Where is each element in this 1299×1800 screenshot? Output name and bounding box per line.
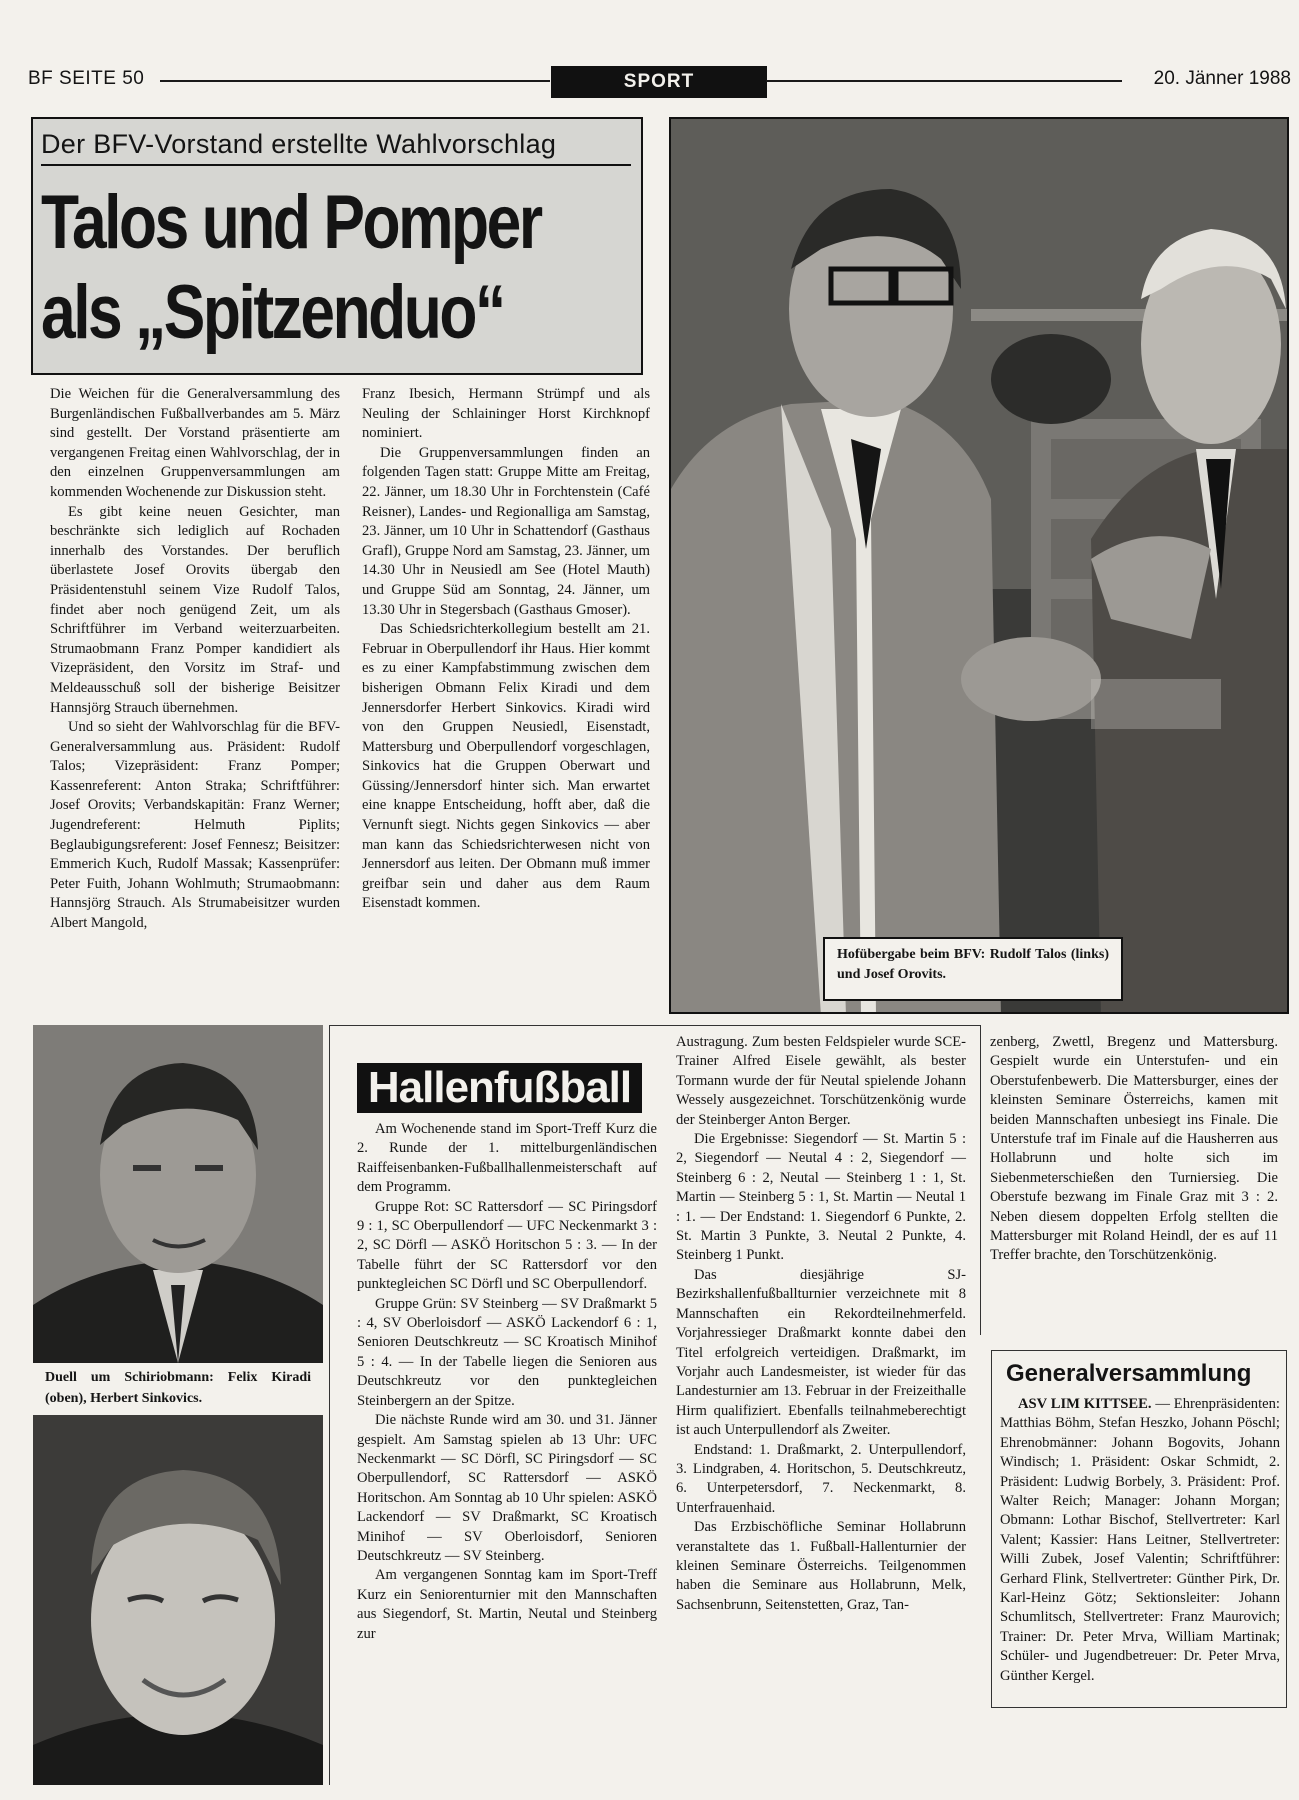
hallenfussball-headline: Hallenfußball (357, 1063, 642, 1113)
kicker: Der BFV-Vorstand erstellte Wahlvorschlag (41, 129, 557, 159)
section-label: SPORT (551, 66, 767, 98)
issue-date: 20. Jänner 1988 (1153, 68, 1291, 89)
portrait-kiradi (33, 1025, 323, 1363)
handshake-photo (669, 117, 1289, 1014)
headline-line2: als „Spitzenduo“ (41, 270, 504, 355)
section-divider (330, 1025, 980, 1026)
portraits-caption: Duell um Schiriobmann: Felix Kiradi (oben), Herbert Sinkovics. (33, 1363, 323, 1415)
paragraph: Das diesjährige SJ-Bezirkshallenfußballturnier verzeichnete mit 8 Mannschaften ein Rekordteilnehmerfeld. Vorjahressieger Draßmarkt konnte dabei den Titel erfolgreich verteidigen. Draßmarkt, im Vorjahr auch Landesmeister, ist wieder für das Landesturnier am 13. Februar in der Freizeithalle Hirm qualifiziert. Ebenfalls teilnahmeberechtigt ist auch Unterpullendorf als Zweiter. (676, 1266, 966, 1439)
paragraph: Die Ergebnisse: Siegendorf — St. Martin 5 : 2, Siegendorf — Neutal 4 : 2, Siegendorf — Steinberg 6 : 2, Neutal — Steinberg 1 : 1, St. Martin — Steinberg 5 : 1, St. Martin — Neutal 1 : 1. — Der Endstand: 1. Siegendorf 6 Punkte, 2. St. Martin 3 Punkte, 3. Neutal 2 Punkte, 4. Steinberg 1 Punkt. (676, 1131, 966, 1264)
generalversammlung-text (1000, 1395, 1280, 1686)
paragraph: Und so sieht der Wahlvorschlag für die BFV-Generalversammlung aus. Präsident: Rudolf Talos; Vizepräsident: Franz Pomper; Kassenreferent: Anton Straka; Schriftführer: Josef Orovits; Verbandskapitän: Franz Werner; Jugendreferent: Helmuth Piplits; Beglaubigungsreferent: Josef Fennesz; Beisitzer: Emmerich Kuch, Rudolf Massak; Kassenprüfer: Peter Fuith, Johann Wohlmuth; Strumaobmann: Hannsjörg Strauch. Als Strumabeisitzer wurden Albert Mangold, (50, 719, 340, 932)
header-rule-right (766, 80, 1122, 82)
headline-box (31, 117, 643, 375)
paragraph: Endstand: 1. Draßmarkt, 2. Unterpullendorf, 3. Lindgraben, 4. Horitschon, 5. Deutschkreutz, 6. Unterpetersdorf, 7. Neckenmarkt, 8. Unterfrauenhaid. (676, 1441, 966, 1516)
paragraph: Austragung. Zum besten Feldspieler wurde SCE-Trainer Alfred Eisele gewählt, als bester Tormann wurde der für Neutal spielende Johann Wessely ausgezeichnet. Torschützenkönig wurde der Steinberger Anton Berger. (676, 1034, 966, 1128)
paragraph: Gruppe Rot: SC Rattersdorf — SC Piringsdorf 9 : 1, SC Oberpullendorf — UFC Neckenmarkt 3 : 2, SC Dörfl — ASKÖ Horitschon 5 : 3. — In der Tabelle führt der SC Rattersdorf vor den punktegleichen SC Dörfl und SC Oberpullendorf. (357, 1198, 657, 1293)
photo-caption: Hofübergabe beim BFV: Rudolf Talos (links) und Josef Orovits. (823, 937, 1123, 1001)
portrait-kiradi-illustration (33, 1025, 323, 1363)
handshake-photo-illustration (671, 119, 1289, 1014)
paragraph: zenberg, Zwettl, Bregenz und Mattersburg. Gespielt wurde ein Unterstufen- und ein Oberstufenbewerb. Die Mattersburger, eines der kleinsten Seminare Österreichs, kamen mit beiden Mannschaften unbesiegt ins Finale. Die Unterstufe traf im Finale auf die Hausherren aus Hollabrunn und holte sich im Siebenmeterschießen den Turniersieg. Die Oberstufe bezwang im Finale Graz mit 3 : 2. Neben diesem doppelten Erfolg stellten die Mattersburger mit Roland Heindl, der es auf 11 Treffer brachte, den Torschützenkönig. (990, 1034, 1278, 1264)
hallen-column2 (676, 1033, 966, 1615)
portrait-sinkovics (33, 1415, 323, 1785)
paragraph: Es gibt keine neuen Gesichter, man beschränkte sich lediglich auf Rochaden innerhalb des Vorstandes. Der beruflich überlastete Josef Orovits übergab den Präsidentenstuhl seinem Vize Rudolf Talos, findet aber noch genügend Zeit, um als Schriftführer im Verband weiterzuarbeiten. Strumaobmann Franz Pomper kandidiert als Vizepräsident, den Vorsitz im Straf- und Meldeausschuß soll der bisherige Beisitzer Hannsjörg Strauch übernehmen. (50, 503, 340, 716)
article1-column2 (362, 385, 650, 914)
paragraph: Das Erzbischöfliche Seminar Hollabrunn veranstaltete das 1. Fußball-Hallenturnier der kleinen Seminare Österreichs. Teilgenommen haben die Seminare aus Hollabrunn, Melk, Sachsenbrunn, Seitenstetten, Graz, Tan- (676, 1519, 966, 1613)
hallen-column1 (357, 1120, 657, 1644)
paragraph: Gruppe Grün: SV Steinberg — SV Draßmarkt 5 : 4, SV Oberloisdorf — ASKÖ Lackendorf 6 : 1, Senioren Deutschkreutz — SC Kroatisch Minihof 5 : 4. — In der Tabelle liegen die Senioren aus Deutschkreutz vor den punktegleichen Steinbergern an der Spitze. (357, 1295, 657, 1409)
page-number: BF SEITE 50 (28, 68, 145, 89)
paragraph: Am Wochenende stand im Sport-Treff Kurz die 2. Runde der 1. mittelburgenländischen Raiffeisenbanken-Fußballhallenmeisterschaft auf dem Programm. (357, 1121, 657, 1196)
hallen-column3 (990, 1033, 1278, 1266)
article1-column1 (50, 385, 340, 934)
portrait-sinkovics-illustration (33, 1415, 323, 1785)
headline-line1: Talos und Pomper (41, 180, 541, 265)
kicker-rule (41, 164, 631, 166)
board-list: — Ehrenpräsidenten: Matthias Böhm, Stefan Heszko, Johann Pöschl; Ehrenobmänner: Johann Bogovits, Johann Windisch; 1. Präsident: Oskar Schmidt, 2. Präsident: Ludwig Borbely, 3. Präsident: Prof. Walter Reich; Manager: Johann Morgan; Obmann: Lothar Bischof, Stellvertreter: Karl Valent; Kassier: Hans Leitner, Stellvertreter: Willi Zubek, Josef Valentin; Schriftführer: Gerhard Flink, Stellvertreter: Günther Pirk, Dr. Karl-Heinz Götz; Sektionsleiter: Johann Schumlitsch, Stellvertreter: Franz Maurovich; Trainer: Dr. Peter Mrva, William Martinak; Schüler- und Jugendbetreuer: Dr. Peter Mrva, Günther Kergel. (1000, 1396, 1280, 1684)
paragraph: Franz Ibesich, Hermann Strümpf und als Neuling der Schlaininger Horst Kirchknopf nominiert. (362, 386, 650, 442)
generalversammlung-title: Generalversammlung (1006, 1360, 1252, 1387)
paragraph: Die Weichen für die Generalversammlung des Burgenländischen Fußballverbandes am 5. März sind gestellt. Der Vorstand präsentierte am vergangenen Freitag einen Wahlvorschlag, der in den einzelnen Gruppenversammlungen am kommenden Wochenende zur Diskussion steht. (50, 386, 340, 500)
club-name: ASV LIM KITTSEE. (1018, 1396, 1152, 1412)
column-divider (329, 1025, 330, 1785)
paragraph: Das Schiedsrichterkollegium bestellt am 21. Februar in Oberpullendorf ihr Haus. Hier kommt es zu einer Kampfabstimmung zwischen dem bisherigen Obmann Felix Kiradi und dem Jennersdorfer Herbert Sinkovics. Kiradi wird von den Gruppen Neusiedl, Eisenstadt, Mattersburg und Oberpullendorf vorgeschlagen, Sinkovics hat die Gruppen Oberwart und Güssing/Jennersdorf hinter sich. Man erwartet eine knappe Entscheidung, hofft aber, daß die Vernunft siegt. Nichts gegen Sinkovics — aber man kann das Schiedsrichterwesen nicht von Jennersdorf aus leiten. Der Obmann muß immer greifbar sein und daher aus dem Raum Eisenstadt kommen. (362, 621, 650, 912)
paragraph: Am vergangenen Sonntag kam im Sport-Treff Kurz ein Seniorenturnier mit den Mannschaften aus Siegendorf, St. Martin, Neutal und Steinberg zur (357, 1567, 657, 1642)
header-rule-left (160, 80, 550, 82)
paragraph: Die nächste Runde wird am 30. und 31. Jänner gespielt. Am Samstag spielen ab 13 Uhr: UFC Neckenmarkt — SC Dörfl, SC Piringsdorf — SC Oberpullendorf, SC Rattersdorf — ASKÖ Horitschon. Am Sonntag ab 10 Uhr spielen: ASKÖ Lackendorf — SV Draßmarkt, SC Kroatisch Minihof — SV Oberloisdorf, Senioren Deutschkreutz — SV Steinberg. (357, 1412, 657, 1564)
paragraph: Die Gruppenversammlungen finden an folgenden Tagen statt: Gruppe Mitte am Freitag, 22. Jänner, um 18.30 Uhr in Forchtenstein (Café Reisner), Landes- und Regionalliga am Samstag, 23. Jänner, um 10 Uhr in Schattendorf (Gasthaus Grafl), Gruppe Nord am Samstag, 23. Jänner, um 14.30 Uhr in Neusiedl am See (Hotel Mauth) und Gruppe Süd am Sonntag, 24. Jänner, um 13.30 Uhr in Stegersbach (Gasthaus Gmoser). (362, 444, 650, 618)
column-divider (980, 1025, 981, 1335)
